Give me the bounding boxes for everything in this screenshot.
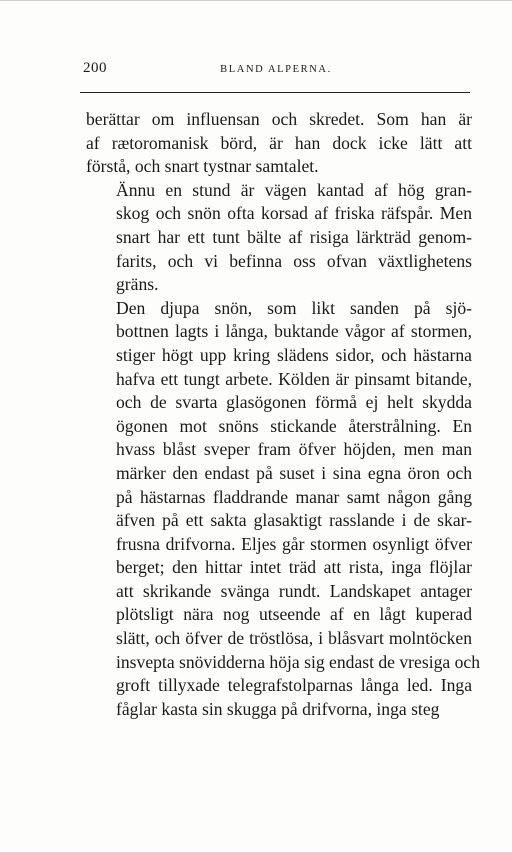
paragraph — [86, 179, 472, 297]
text-line: farits, och vi befinna oss ofvan växtlighetens — [116, 250, 472, 271]
text-line: bottnen lagts i långa, buktande vågor af stormen, — [116, 321, 472, 342]
text-line: slätt, och öfver de tröstlösa, i blåsvart molntöcken — [116, 628, 472, 649]
text-line: berättar om influensan och skredet. Som han är — [86, 109, 472, 129]
text-line: och de svarta glasögonen förmå ej helt skydda — [116, 392, 472, 413]
text-line: ögonen mot snöns stickande återstrålning. En — [116, 415, 472, 436]
text-line: gräns. — [116, 274, 159, 295]
running-head: BLAND ALPERNA. — [220, 64, 332, 75]
text-line: Ännu en stund är vägen kantad af hög gran- — [116, 179, 472, 200]
text-line: berget; den hittar intet träd att rista, inga flöjlar — [116, 557, 472, 578]
text-line: på hästarnas fladdrande manar samt någon gång — [116, 486, 472, 507]
text-line: hvass blåst sveper fram öfver höjden, men man — [116, 439, 472, 460]
text-line: att skrikande svänga rundt. Landskapet antager — [116, 580, 472, 601]
text-line: insvepta snövidderna höja sig endast de vresiga och — [116, 651, 480, 672]
text-line: plötsligt nära nog utseende af en lågt kuperad — [116, 604, 472, 625]
text-line: äfven på ett sakta glasaktigt rasslande i de skar- — [116, 510, 472, 531]
paragraph — [86, 297, 480, 722]
text-line: förstå, och snart tystnar samtalet. — [86, 156, 319, 177]
text-line: hafva ett tungt arbete. Kölden är pinsamt bitande, — [116, 368, 472, 389]
body-text — [86, 108, 480, 721]
text-line: af rætoromanisk börd, är han dock icke lätt att — [86, 132, 472, 153]
text-line: fåglar kasta sin skugga på drifvorna, inga steg — [116, 698, 440, 719]
page-number: 200 — [83, 60, 107, 76]
text-line: märker den endast på suset i sina egna öron och — [116, 462, 472, 483]
paragraph — [86, 108, 472, 179]
text-line: stiger högt upp kring slädens sidor, och hästarna — [116, 344, 472, 365]
text-line: snart har ett tunt bälte af risiga lärkträd genom- — [116, 226, 472, 247]
page-top-edge — [0, 0, 512, 1]
text-line: frusna drifvorna. Eljes går stormen osynligt öfver — [116, 533, 472, 554]
header-rule — [80, 92, 470, 93]
text-line: groft tillyxade telegrafstolparnas långa led. Inga — [116, 675, 472, 696]
text-line: skog och snön ofta korsad af friska räfspår. Men — [116, 203, 472, 224]
text-line: Den djupa snön, som likt sanden på sjö- — [116, 297, 472, 318]
